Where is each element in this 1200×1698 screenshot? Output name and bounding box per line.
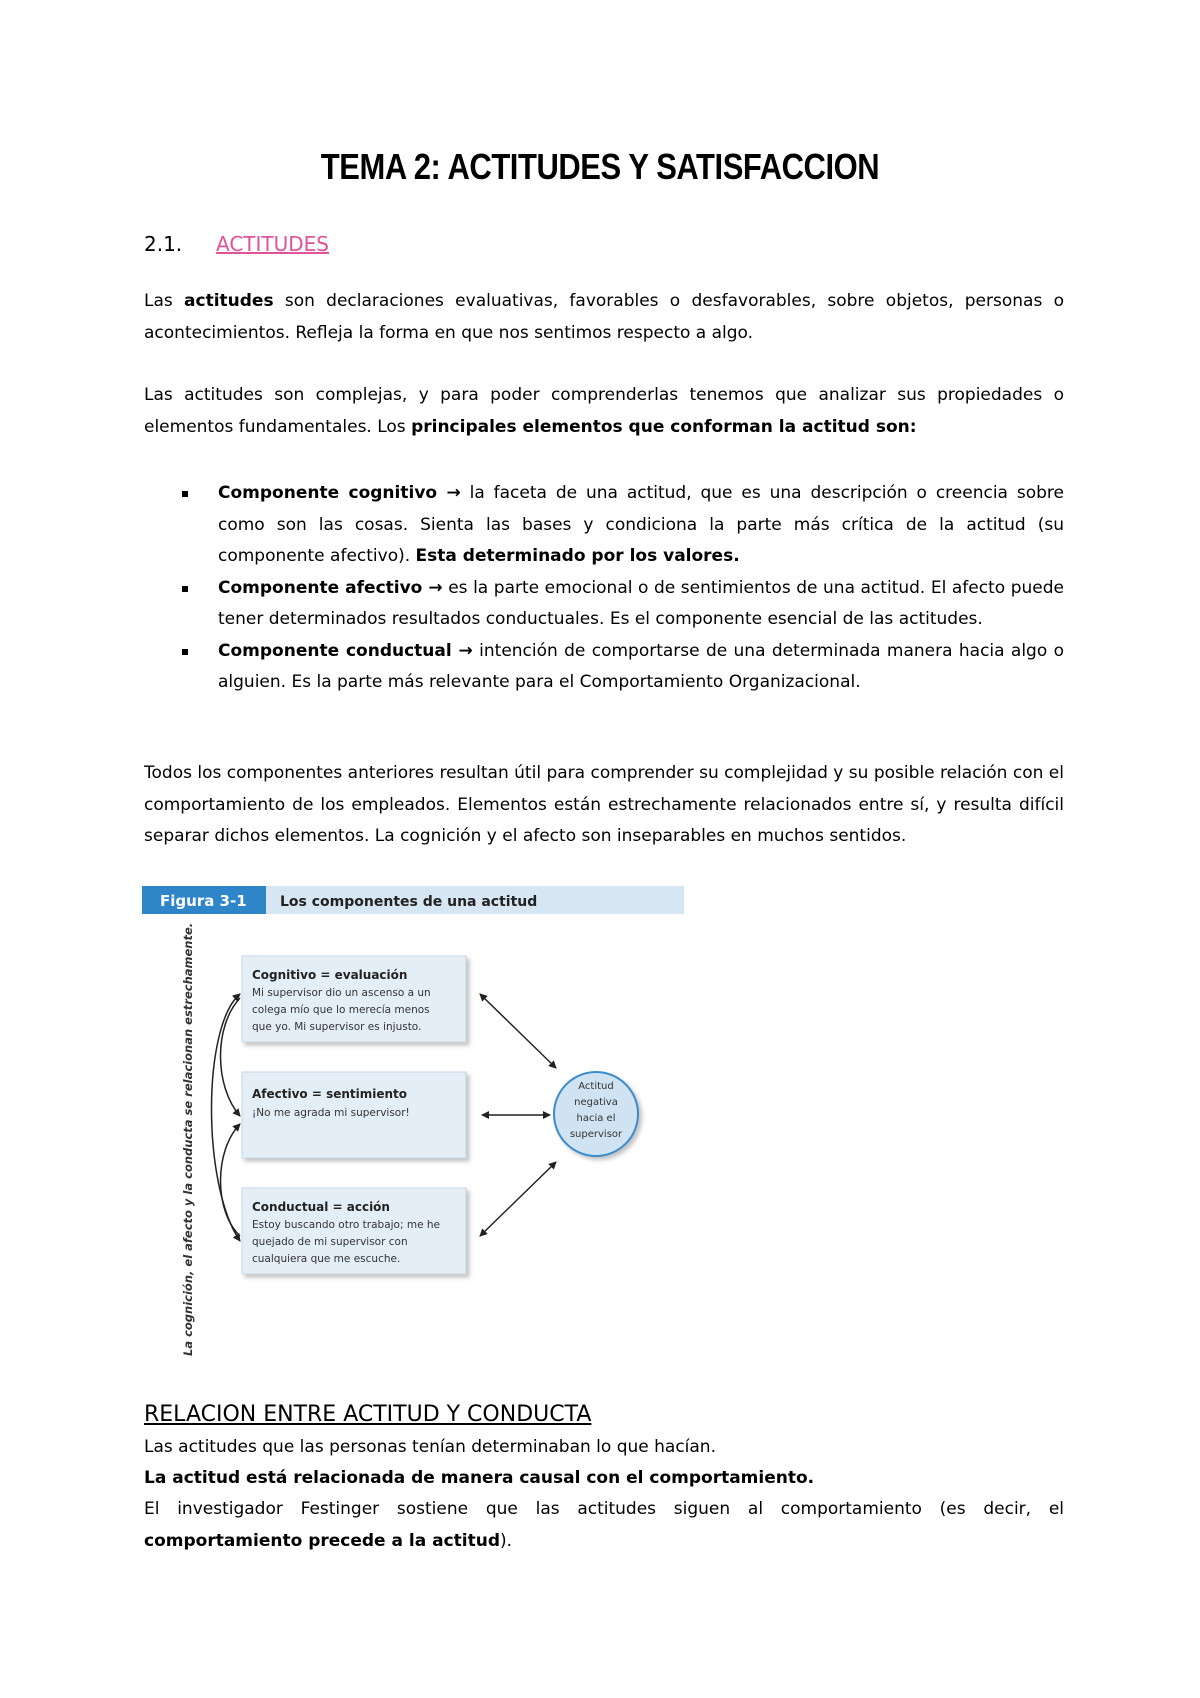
bullet-text: es la parte emocional o de sentimientos de una actitud. El afecto puede tener determinados resultados conductuales. Es el componente esencial de las actitudes. — [218, 577, 1064, 629]
cognitive-box-title: Cognitivo = evaluación — [252, 968, 408, 982]
section-number: 2.1. — [144, 232, 183, 256]
attitude-circle-line: supervisor — [569, 1129, 623, 1140]
conductual-box-line: cualquiera que me escuche. — [252, 1253, 401, 1265]
bullet-marker — [182, 649, 188, 655]
bullet-bold-end: Esta determinado por los valores. — [415, 546, 740, 566]
bullet-term: Componente afectivo → — [218, 577, 443, 598]
bullet-term: Componente conductual → — [218, 640, 473, 661]
cognitive-box-line: que yo. Mi supervisor es injusto. — [252, 1021, 422, 1033]
curve-arrow-cognitive-affective — [221, 998, 241, 1116]
paragraph-definition — [144, 286, 1064, 349]
cognitive-box-line: colega mío que lo merecía menos — [252, 1004, 430, 1016]
section-label: ACTITUDES — [216, 232, 329, 256]
paragraph-complexity — [144, 380, 1064, 443]
figure-label: Figura 3-1 — [160, 892, 247, 910]
para1-text-1: Las — [144, 291, 185, 311]
bullet-marker — [182, 586, 188, 592]
bullet-text: la faceta de una actitud, que es una descripción o creencia sobre como son las cosas. Sienta las bases y condiciona la parte más crítica de la actitud (su componente afectivo). — [218, 483, 1064, 566]
para1-text-2: son declaraciones evaluativas, favorables o desfavorables, sobre objetos, personas o acontecimientos. Refleja la forma en que nos sentimos respecto a algo. — [144, 291, 1064, 343]
attitude-circle-line: Actitud — [578, 1081, 614, 1092]
conductual-box-line: quejado de mi supervisor con — [252, 1236, 408, 1248]
attitude-circle-line: negativa — [574, 1097, 618, 1108]
attitude-circle-line: hacia el — [576, 1113, 616, 1124]
arrow-conductual-attitude — [480, 1162, 556, 1236]
relacion-line-2: La actitud está relacionada de manera causal con el comportamiento. — [144, 1468, 815, 1488]
relacion-line-3-end: ). — [500, 1530, 513, 1551]
relacion-line-3-bold: comportamiento precede a la actitud — [144, 1530, 501, 1551]
arrow-cognitive-attitude — [480, 994, 556, 1068]
components-list — [144, 478, 1064, 699]
para2-text-1: Las actitudes son complejas, y para poder comprenderlas tenemos que analizar sus propiedades o elementos fundamentales. Los — [144, 385, 1064, 437]
paragraph-summary: Todos los componentes anteriores resultan útil para comprender su complejidad y su posible relación con el comportamiento de los empleados. Elementos están estrechamente relacionados entre sí, y resulta difícil separar dichos elementos. La cognición y el afecto son inseparables en muchos sentidos. — [144, 763, 1064, 846]
para1-bold-1: actitudes — [184, 291, 274, 311]
affective-box-line: ¡No me agrada mi supervisor! — [252, 1107, 410, 1119]
para2-bold-1: principales elementos que conforman la actitud son: — [411, 416, 917, 437]
relacion-line-3 — [144, 1494, 1064, 1557]
list-item — [144, 478, 1064, 573]
conductual-box-title: Conductual = acción — [252, 1200, 390, 1214]
relacion-line-3-text: El investigador Festinger sostiene que las actitudes siguen al comportamiento (es decir, el — [144, 1499, 1064, 1519]
conductual-box-line: Estoy buscando otro trabajo; me he — [252, 1219, 440, 1231]
section-heading — [144, 232, 329, 256]
bullet-term: Componente cognitivo → — [218, 483, 461, 503]
relacion-line-1: Las actitudes que las personas tenían determinaban lo que hacían. — [144, 1437, 716, 1457]
figure-caption: Los componentes de una actitud — [280, 894, 538, 910]
bullet-text: intención de comportarse de una determinada manera hacia algo o alguien. Es la parte más relevante para el Comportamiento Organizacional. — [218, 640, 1064, 692]
affective-box-title: Afectivo = sentimiento — [252, 1087, 408, 1101]
cognitive-box-line: Mi supervisor dio un ascenso a un — [252, 987, 431, 999]
figure-side-text: La cognición, el afecto y la conducta se relacionan estrechamente. — [181, 922, 195, 1356]
bullet-marker — [182, 491, 188, 497]
page-title: TEMA 2: ACTITUDES Y SATISFACCION — [320, 146, 880, 187]
attitude-components-figure — [142, 886, 684, 1366]
curve-arrow-cognitive-conductual — [212, 994, 241, 1241]
list-item — [144, 573, 1064, 636]
list-item — [144, 636, 1064, 699]
relacion-heading: RELACION ENTRE ACTITUD Y CONDUCTA — [144, 1402, 592, 1427]
curve-arrow-affective-conductual — [221, 1124, 241, 1236]
